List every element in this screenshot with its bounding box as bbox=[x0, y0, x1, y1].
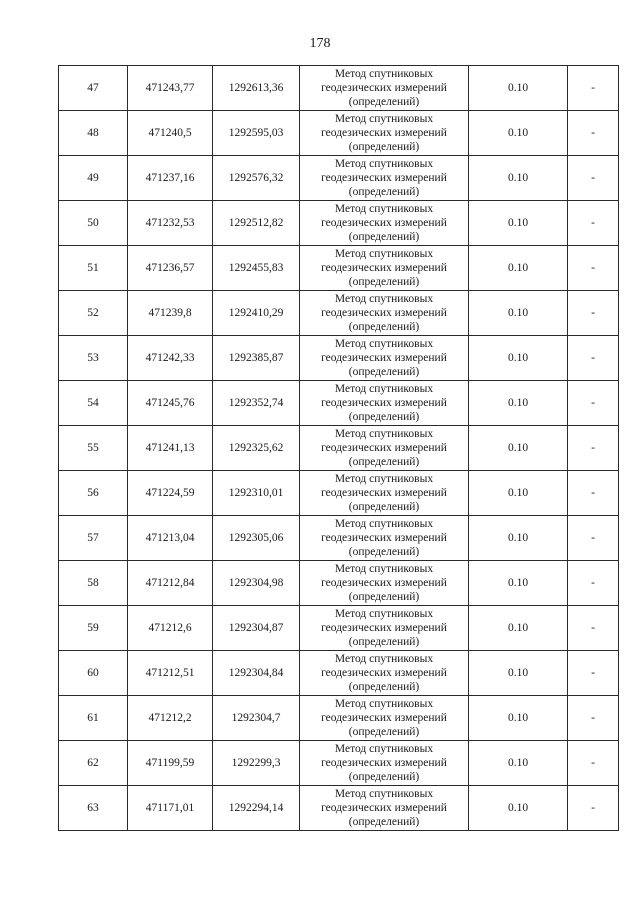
note-cell: - bbox=[568, 336, 619, 381]
method-line: (определений) bbox=[348, 276, 420, 288]
x-coordinate-cell: 471199,59 bbox=[128, 741, 213, 786]
y-coordinate-cell: 1292325,62 bbox=[213, 426, 300, 471]
y-coordinate-cell: 1292410,29 bbox=[213, 291, 300, 336]
accuracy-cell: 0.10 bbox=[469, 471, 568, 516]
table-row bbox=[59, 291, 619, 336]
note-cell: - bbox=[568, 516, 619, 561]
y-coordinate-cell: 1292305,06 bbox=[213, 516, 300, 561]
point-number-cell: 51 bbox=[59, 246, 128, 291]
point-number-cell: 61 bbox=[59, 696, 128, 741]
method-line: (определений) bbox=[348, 681, 420, 693]
method-line: геодезических измерений bbox=[321, 352, 447, 364]
method-line: (определений) bbox=[348, 816, 420, 828]
y-coordinate-cell: 1292294,14 bbox=[213, 786, 300, 831]
method-cell bbox=[300, 426, 469, 471]
method-line: Метод спутниковых bbox=[334, 428, 434, 440]
method-line: геодезических измерений bbox=[321, 712, 447, 724]
method-line: Метод спутниковых bbox=[334, 698, 434, 710]
method-line: геодезических измерений bbox=[321, 757, 447, 769]
method-line: Метод спутниковых bbox=[334, 518, 434, 530]
method-line: Метод спутниковых bbox=[334, 653, 434, 665]
y-coordinate-cell: 1292385,87 bbox=[213, 336, 300, 381]
method-cell bbox=[300, 156, 469, 201]
method-line: (определений) bbox=[348, 321, 420, 333]
y-coordinate-cell: 1292304,98 bbox=[213, 561, 300, 606]
method-cell bbox=[300, 606, 469, 651]
point-number-cell: 53 bbox=[59, 336, 128, 381]
method-line: Метод спутниковых bbox=[334, 68, 434, 80]
table-row bbox=[59, 471, 619, 516]
note-cell: - bbox=[568, 741, 619, 786]
x-coordinate-cell: 471213,04 bbox=[128, 516, 213, 561]
accuracy-cell: 0.10 bbox=[469, 786, 568, 831]
point-number-cell: 49 bbox=[59, 156, 128, 201]
point-number-cell: 50 bbox=[59, 201, 128, 246]
method-line: (определений) bbox=[348, 141, 420, 153]
x-coordinate-cell: 471212,6 bbox=[128, 606, 213, 651]
note-cell: - bbox=[568, 381, 619, 426]
x-coordinate-cell: 471212,84 bbox=[128, 561, 213, 606]
x-coordinate-cell: 471232,53 bbox=[128, 201, 213, 246]
table-row bbox=[59, 426, 619, 471]
table-row bbox=[59, 201, 619, 246]
y-coordinate-cell: 1292299,3 bbox=[213, 741, 300, 786]
page-number: 178 bbox=[309, 36, 331, 51]
method-line: (определений) bbox=[348, 231, 420, 243]
x-coordinate-cell: 471224,59 bbox=[128, 471, 213, 516]
method-line: Метод спутниковых bbox=[334, 338, 434, 350]
method-line: (определений) bbox=[348, 591, 420, 603]
coordinates-table bbox=[58, 65, 619, 831]
accuracy-cell: 0.10 bbox=[469, 201, 568, 246]
table-row bbox=[59, 66, 619, 111]
method-line: (определений) bbox=[348, 726, 420, 738]
coordinates-table-body bbox=[59, 66, 619, 831]
x-coordinate-cell: 471239,8 bbox=[128, 291, 213, 336]
table-row bbox=[59, 111, 619, 156]
method-line: геодезических измерений bbox=[321, 172, 447, 184]
table-row bbox=[59, 651, 619, 696]
note-cell: - bbox=[568, 561, 619, 606]
method-line: (определений) bbox=[348, 366, 420, 378]
x-coordinate-cell: 471243,77 bbox=[128, 66, 213, 111]
point-number-cell: 56 bbox=[59, 471, 128, 516]
method-line: Метод спутниковых bbox=[334, 743, 434, 755]
x-coordinate-cell: 471245,76 bbox=[128, 381, 213, 426]
table-row bbox=[59, 246, 619, 291]
method-line: Метод спутниковых bbox=[334, 563, 434, 575]
method-line: (определений) bbox=[348, 546, 420, 558]
method-line: геодезических измерений bbox=[321, 397, 447, 409]
table-row bbox=[59, 786, 619, 831]
accuracy-cell: 0.10 bbox=[469, 246, 568, 291]
y-coordinate-cell: 1292304,84 bbox=[213, 651, 300, 696]
x-coordinate-cell: 471240,5 bbox=[128, 111, 213, 156]
table-row bbox=[59, 561, 619, 606]
method-line: геодезических измерений bbox=[321, 262, 447, 274]
method-line: геодезических измерений bbox=[321, 127, 447, 139]
accuracy-cell: 0.10 bbox=[469, 651, 568, 696]
y-coordinate-cell: 1292576,32 bbox=[213, 156, 300, 201]
y-coordinate-cell: 1292512,82 bbox=[213, 201, 300, 246]
method-cell bbox=[300, 651, 469, 696]
accuracy-cell: 0.10 bbox=[469, 606, 568, 651]
method-line: Метод спутниковых bbox=[334, 248, 434, 260]
point-number-cell: 63 bbox=[59, 786, 128, 831]
note-cell: - bbox=[568, 651, 619, 696]
method-cell bbox=[300, 381, 469, 426]
method-cell bbox=[300, 66, 469, 111]
x-coordinate-cell: 471171,01 bbox=[128, 786, 213, 831]
method-line: геодезических измерений bbox=[321, 667, 447, 679]
method-cell bbox=[300, 696, 469, 741]
method-cell bbox=[300, 561, 469, 606]
method-line: (определений) bbox=[348, 186, 420, 198]
note-cell: - bbox=[568, 66, 619, 111]
method-cell bbox=[300, 336, 469, 381]
accuracy-cell: 0.10 bbox=[469, 336, 568, 381]
note-cell: - bbox=[568, 696, 619, 741]
x-coordinate-cell: 471236,57 bbox=[128, 246, 213, 291]
note-cell: - bbox=[568, 156, 619, 201]
table-row bbox=[59, 516, 619, 561]
method-cell bbox=[300, 201, 469, 246]
point-number-cell: 57 bbox=[59, 516, 128, 561]
method-cell bbox=[300, 111, 469, 156]
point-number-cell: 48 bbox=[59, 111, 128, 156]
method-cell bbox=[300, 246, 469, 291]
y-coordinate-cell: 1292613,36 bbox=[213, 66, 300, 111]
method-line: Метод спутниковых bbox=[334, 383, 434, 395]
method-cell bbox=[300, 291, 469, 336]
y-coordinate-cell: 1292595,03 bbox=[213, 111, 300, 156]
method-line: (определений) bbox=[348, 771, 420, 783]
note-cell: - bbox=[568, 201, 619, 246]
method-line: Метод спутниковых bbox=[334, 293, 434, 305]
table-row bbox=[59, 156, 619, 201]
table-row bbox=[59, 606, 619, 651]
method-line: геодезических измерений bbox=[321, 487, 447, 499]
method-line: Метод спутниковых bbox=[334, 113, 434, 125]
table-row bbox=[59, 696, 619, 741]
y-coordinate-cell: 1292310,01 bbox=[213, 471, 300, 516]
method-cell bbox=[300, 786, 469, 831]
accuracy-cell: 0.10 bbox=[469, 381, 568, 426]
method-line: геодезических измерений bbox=[321, 82, 447, 94]
method-line: геодезических измерений bbox=[321, 217, 447, 229]
accuracy-cell: 0.10 bbox=[469, 561, 568, 606]
accuracy-cell: 0.10 bbox=[469, 291, 568, 336]
note-cell: - bbox=[568, 786, 619, 831]
method-cell bbox=[300, 741, 469, 786]
y-coordinate-cell: 1292304,87 bbox=[213, 606, 300, 651]
x-coordinate-cell: 471241,13 bbox=[128, 426, 213, 471]
note-cell: - bbox=[568, 606, 619, 651]
accuracy-cell: 0.10 bbox=[469, 696, 568, 741]
point-number-cell: 59 bbox=[59, 606, 128, 651]
y-coordinate-cell: 1292304,7 bbox=[213, 696, 300, 741]
point-number-cell: 52 bbox=[59, 291, 128, 336]
method-line: (определений) bbox=[348, 636, 420, 648]
point-number-cell: 62 bbox=[59, 741, 128, 786]
point-number-cell: 47 bbox=[59, 66, 128, 111]
note-cell: - bbox=[568, 111, 619, 156]
x-coordinate-cell: 471242,33 bbox=[128, 336, 213, 381]
method-cell bbox=[300, 471, 469, 516]
method-line: геодезических измерений bbox=[321, 622, 447, 634]
x-coordinate-cell: 471212,51 bbox=[128, 651, 213, 696]
accuracy-cell: 0.10 bbox=[469, 111, 568, 156]
point-number-cell: 54 bbox=[59, 381, 128, 426]
method-line: Метод спутниковых bbox=[334, 473, 434, 485]
accuracy-cell: 0.10 bbox=[469, 741, 568, 786]
point-number-cell: 58 bbox=[59, 561, 128, 606]
x-coordinate-cell: 471237,16 bbox=[128, 156, 213, 201]
method-cell bbox=[300, 516, 469, 561]
y-coordinate-cell: 1292352,74 bbox=[213, 381, 300, 426]
y-coordinate-cell: 1292455,83 bbox=[213, 246, 300, 291]
method-line: геодезических измерений bbox=[321, 532, 447, 544]
accuracy-cell: 0.10 bbox=[469, 66, 568, 111]
method-line: геодезических измерений bbox=[321, 442, 447, 454]
method-line: Метод спутниковых bbox=[334, 608, 434, 620]
accuracy-cell: 0.10 bbox=[469, 516, 568, 561]
table-row bbox=[59, 381, 619, 426]
method-line: (определений) bbox=[348, 501, 420, 513]
note-cell: - bbox=[568, 471, 619, 516]
method-line: геодезических измерений bbox=[321, 802, 447, 814]
method-line: (определений) bbox=[348, 456, 420, 468]
note-cell: - bbox=[568, 291, 619, 336]
method-line: Метод спутниковых bbox=[334, 203, 434, 215]
accuracy-cell: 0.10 bbox=[469, 156, 568, 201]
x-coordinate-cell: 471212,2 bbox=[128, 696, 213, 741]
method-line: (определений) bbox=[348, 411, 420, 423]
method-line: Метод спутниковых bbox=[334, 158, 434, 170]
method-line: геодезических измерений bbox=[321, 577, 447, 589]
method-line: геодезических измерений bbox=[321, 307, 447, 319]
table-row bbox=[59, 336, 619, 381]
note-cell: - bbox=[568, 246, 619, 291]
method-line: (определений) bbox=[348, 96, 420, 108]
note-cell: - bbox=[568, 426, 619, 471]
accuracy-cell: 0.10 bbox=[469, 426, 568, 471]
point-number-cell: 55 bbox=[59, 426, 128, 471]
point-number-cell: 60 bbox=[59, 651, 128, 696]
table-row bbox=[59, 741, 619, 786]
method-line: Метод спутниковых bbox=[334, 788, 434, 800]
